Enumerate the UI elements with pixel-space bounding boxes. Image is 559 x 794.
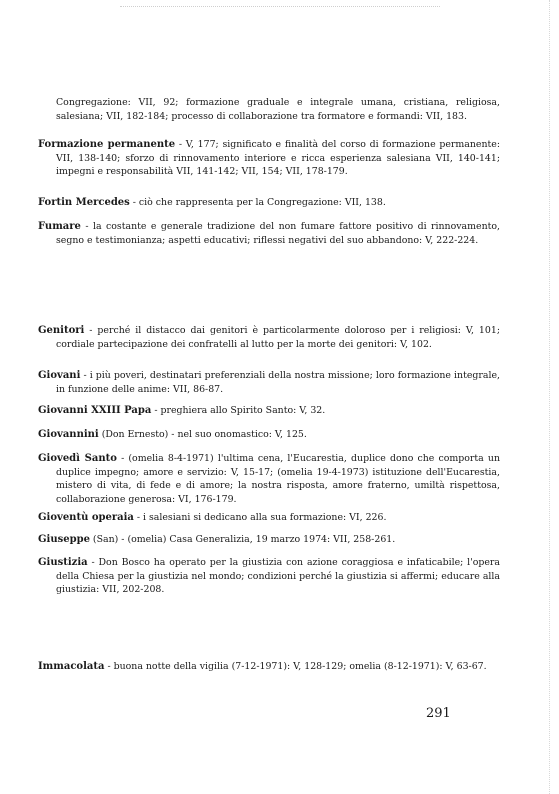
index-entry-giovedi-santo bbox=[38, 452, 500, 506]
index-entry-giustizia bbox=[38, 556, 500, 597]
entry-subterm: (San) bbox=[89, 534, 119, 545]
entry-term: Giustizia bbox=[38, 557, 88, 568]
index-entry-giuseppe bbox=[38, 533, 500, 547]
index-entry-immacolata bbox=[38, 660, 500, 674]
entry-term: Gioventù operaia bbox=[38, 512, 134, 523]
entry-term: Formazione permanente bbox=[38, 139, 176, 150]
index-entry-continuation bbox=[38, 96, 500, 123]
index-entry-genitori bbox=[38, 324, 500, 351]
entry-term: Genitori bbox=[38, 325, 85, 336]
index-entry-giovani bbox=[38, 369, 500, 396]
entry-term: Giovedì Santo bbox=[38, 453, 117, 464]
entry-text: - ciò che rappresenta per la Congregazione: VII, 138. bbox=[129, 197, 386, 208]
index-entry-fortin-mercedes bbox=[38, 196, 500, 210]
entry-term: Giovani bbox=[38, 370, 81, 381]
entry-text: - i salesiani si dedicano alla sua formazione: VI, 226. bbox=[133, 512, 387, 523]
entry-text: - (omelia 8-4-1971) l'ultima cena, l'Eucarestia, duplice dono che comporta un duplice impegno; amore e servizio: V, 15-17; (omelia 19-4-1973) istituzione dell'Eucarestia, mistero di vita, di fede e di amore; la nostra risposta, amore fraterno, umiltà rispettosa, collaborazione generosa: VI, 176-179. bbox=[56, 453, 501, 505]
entry-text: Congregazione: VII, 92; formazione graduale e integrale umana, cristiana, religiosa, salesiana; VII, 182-184; processo di collaborazione tra formatore e formandi: VII, 183. bbox=[56, 97, 500, 122]
entry-term: Immacolata bbox=[38, 661, 105, 672]
entry-text: - V, 177; significato e finalità del corso di formazione permanente: VII, 138-140; sforzo di rinnovamento interiore e ricca esperienza salesiana VII, 140-141; impegni e responsabilità VII, 141-142; VII, 154; VII, 178-179. bbox=[56, 139, 500, 178]
entry-text: - Don Bosco ha operato per la giustizia con azione coraggiosa e infaticabile; l'opera della Chiesa per la giustizia nel mondo; condizioni perché la giustizia si affermi; educare alla giustizia: VII, 202-208. bbox=[56, 557, 500, 596]
entry-text: - la costante e generale tradizione del non fumare fattore positivo di rinnovamento, segno e testimonianza; aspetti educativi; riflessi negativi del suo abbandono: V, 222-224. bbox=[56, 221, 500, 246]
page-number: 291 bbox=[426, 706, 451, 721]
entry-term: Giovannini bbox=[38, 429, 99, 440]
entry-term: Giovanni XXIII Papa bbox=[38, 405, 152, 416]
index-entry-giovanni-xxiii bbox=[38, 404, 500, 418]
entry-text: - perché il distacco dai genitori è particolarmente doloroso per i religiosi: V, 101; cordiale partecipazione dei confratelli al lutto per la morte dei genitori: V, 102. bbox=[56, 325, 500, 350]
scan-right-edge bbox=[549, 0, 550, 794]
entry-text: - (omelia) Casa Generalizia, 19 marzo 1974: VII, 258-261. bbox=[118, 534, 396, 545]
index-entry-gioventu-operaia bbox=[38, 511, 500, 525]
entry-subterm: (Don Ernesto) bbox=[98, 429, 169, 440]
entry-text: - nel suo onomastico: V, 125. bbox=[168, 429, 307, 440]
entry-text: - buona notte della vigilia (7-12-1971): V, 128-129; omelia (8-12-1971): V, 63-67. bbox=[104, 661, 487, 672]
entry-term: Giuseppe bbox=[38, 534, 90, 545]
index-entry-fumare bbox=[38, 220, 500, 247]
scan-top-edge bbox=[120, 6, 440, 7]
index-entry-giovannini bbox=[38, 428, 500, 442]
index-entry-formazione-permanente bbox=[38, 138, 500, 179]
entry-text: - i più poveri, destinatari preferenziali della nostra missione; loro formazione integrale, in funzione delle anime: VII, 86-87. bbox=[56, 370, 500, 395]
entry-term: Fumare bbox=[38, 221, 81, 232]
entry-term: Fortin Mercedes bbox=[38, 197, 130, 208]
entry-text: - preghiera allo Spirito Santo: V, 32. bbox=[151, 405, 326, 416]
